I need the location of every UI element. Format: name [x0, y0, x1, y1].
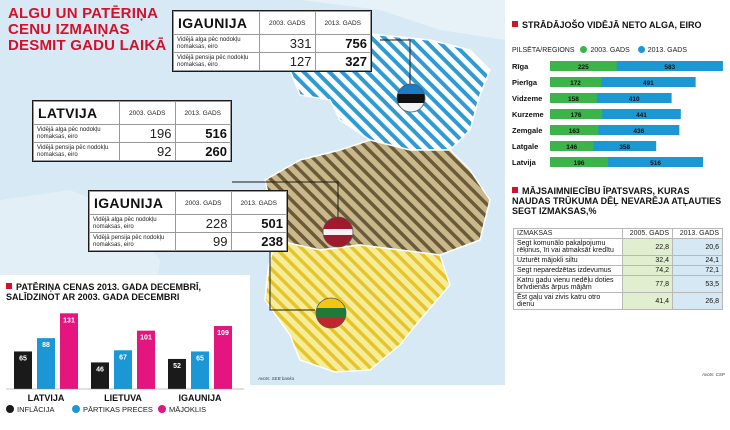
salary-value-2013: 491 — [642, 79, 654, 87]
salary-value-2013: 436 — [633, 127, 645, 135]
salary-value-2013: 358 — [619, 143, 631, 151]
price-legend-dot-icon — [72, 405, 80, 413]
salary-value-2003: 158 — [568, 95, 579, 103]
salary-category-label: Kurzeme — [512, 110, 544, 119]
price-bar-value: 88 — [42, 342, 50, 350]
price-legend-label: MĀJOKLIS — [169, 405, 207, 414]
price-legend-dot-icon — [158, 405, 166, 413]
salary-value-2013: 441 — [636, 111, 647, 119]
price-category-label: IGAUNIJA — [178, 393, 222, 403]
price-bar-value: 109 — [217, 330, 229, 338]
price-bar-value: 67 — [119, 354, 127, 362]
price-bar-value: 101 — [140, 334, 152, 342]
salary-category-label: Vidzeme — [512, 94, 543, 103]
legend-dot-2013-icon — [638, 46, 645, 53]
price-bar-value: 52 — [173, 362, 181, 370]
table-row: Segt komunālo pakalpojumu rēķinus, īri vai atmaksāt kredītu 22,8 20,6 — [514, 239, 723, 256]
salary-value-2003: 176 — [570, 111, 582, 119]
price-bar-value: 131 — [63, 317, 75, 325]
salary-category-label: Latvija — [512, 158, 536, 167]
price-category-label: LIETUVA — [104, 393, 142, 403]
section-square-icon — [6, 283, 12, 289]
salary-value-2013: 516 — [650, 159, 662, 167]
map-source: Avots: SEB banka — [258, 376, 295, 381]
price-bar-3 — [60, 313, 78, 389]
table-header: IZMAKSAS 2005. GADS 2013. GADS — [514, 229, 723, 239]
price-legend-label: INFLĀCIJA — [17, 405, 55, 414]
price-bar-value: 65 — [196, 355, 204, 363]
household-table — [513, 228, 723, 310]
table-row: Uzturēt mājokli siltu 32,4 24,1 — [514, 256, 723, 266]
salary-value-2003: 172 — [570, 79, 581, 87]
household-table-title: MĀJSAIMNIECĪBU ĪPATSVARS, KURAS NAUDAS TRŪKUMA DĒĻ NEVARĒJA ATĻAUTIES SEGT IZMAKSAS,% — [512, 186, 722, 216]
table-row: Ēst gaļu vai zivis katru otro dienu 41,4 26,8 — [514, 293, 723, 310]
section-square-icon — [512, 187, 518, 193]
salary-category-label: Rīga — [512, 62, 529, 71]
salary-value-2003: 196 — [573, 159, 585, 167]
table-source: Avots: CSP — [702, 372, 725, 377]
salary-value-2003: 146 — [566, 143, 578, 151]
price-bar-chart — [0, 305, 250, 430]
salary-value-2013: 583 — [664, 63, 676, 71]
price-legend-dot-icon — [6, 405, 14, 413]
latvia-table: LATVIJA 2003. GADS 2013. GADS Vidējā alga pēc nodokļu nomaksas, eiro 196 516 Vidējā pensija pēc nodokļu nomaksas, eiro 92 260 — [32, 100, 232, 162]
price-chart-title: PATĒRIŅA CENAS 2013. GADA DECEMBRĪ, SALĪDZINOT AR 2003. GADA DECEMBRI — [6, 282, 202, 302]
salary-chart-title: STRĀDĀJOŠO VIDĒJĀ NETO ALGA, EIRO — [512, 20, 722, 30]
salary-value-2003: 163 — [568, 127, 580, 135]
main-title: ALGU UN PATĒRIŅA CENU IZMAIŅAS DESMIT GADU LAIKĀ — [8, 5, 167, 54]
section-square-icon — [512, 21, 518, 27]
salary-bar-chart — [510, 58, 725, 173]
legend-dot-2003-icon — [580, 46, 587, 53]
table-row: Katru gadu vienu nedēļu doties brīvdienās ārpus mājām 77,8 53,5 — [514, 276, 723, 293]
salary-value-2003: 225 — [577, 63, 589, 71]
salary-category-label: Zemgale — [512, 126, 543, 135]
price-bar-value: 46 — [96, 366, 104, 374]
salary-value-2013: 410 — [628, 95, 640, 103]
price-bar-value: 65 — [19, 355, 27, 363]
salary-category-label: Pierīga — [512, 78, 538, 87]
estonia-table: IGAUNIJA 2003. GADS 2013. GADS Vidējā alga pēc nodokļu nomaksas, eiro 331 756 Vidējā pensija pēc nodokļu nomaksas, eiro 127 327 — [172, 10, 372, 72]
salary-legend: PILSĒTA/REGIONS 2003. GADS 2013. GADS — [512, 47, 688, 54]
price-legend-label: PĀRTIKAS PRECES — [83, 405, 153, 414]
price-category-label: LATVIJA — [27, 393, 65, 403]
lithuania-table: IGAUNIJA 2003. GADS 2013. GADS Vidējā alga pēc nodokļu nomaksas, eiro 228 501 Vidējā pensija pēc nodokļu nomaksas, eiro 99 238 — [88, 190, 288, 252]
salary-category-label: Latgale — [512, 142, 539, 151]
table-row: Segt neparedzētas izdevumus 74,2 72,1 — [514, 266, 723, 276]
